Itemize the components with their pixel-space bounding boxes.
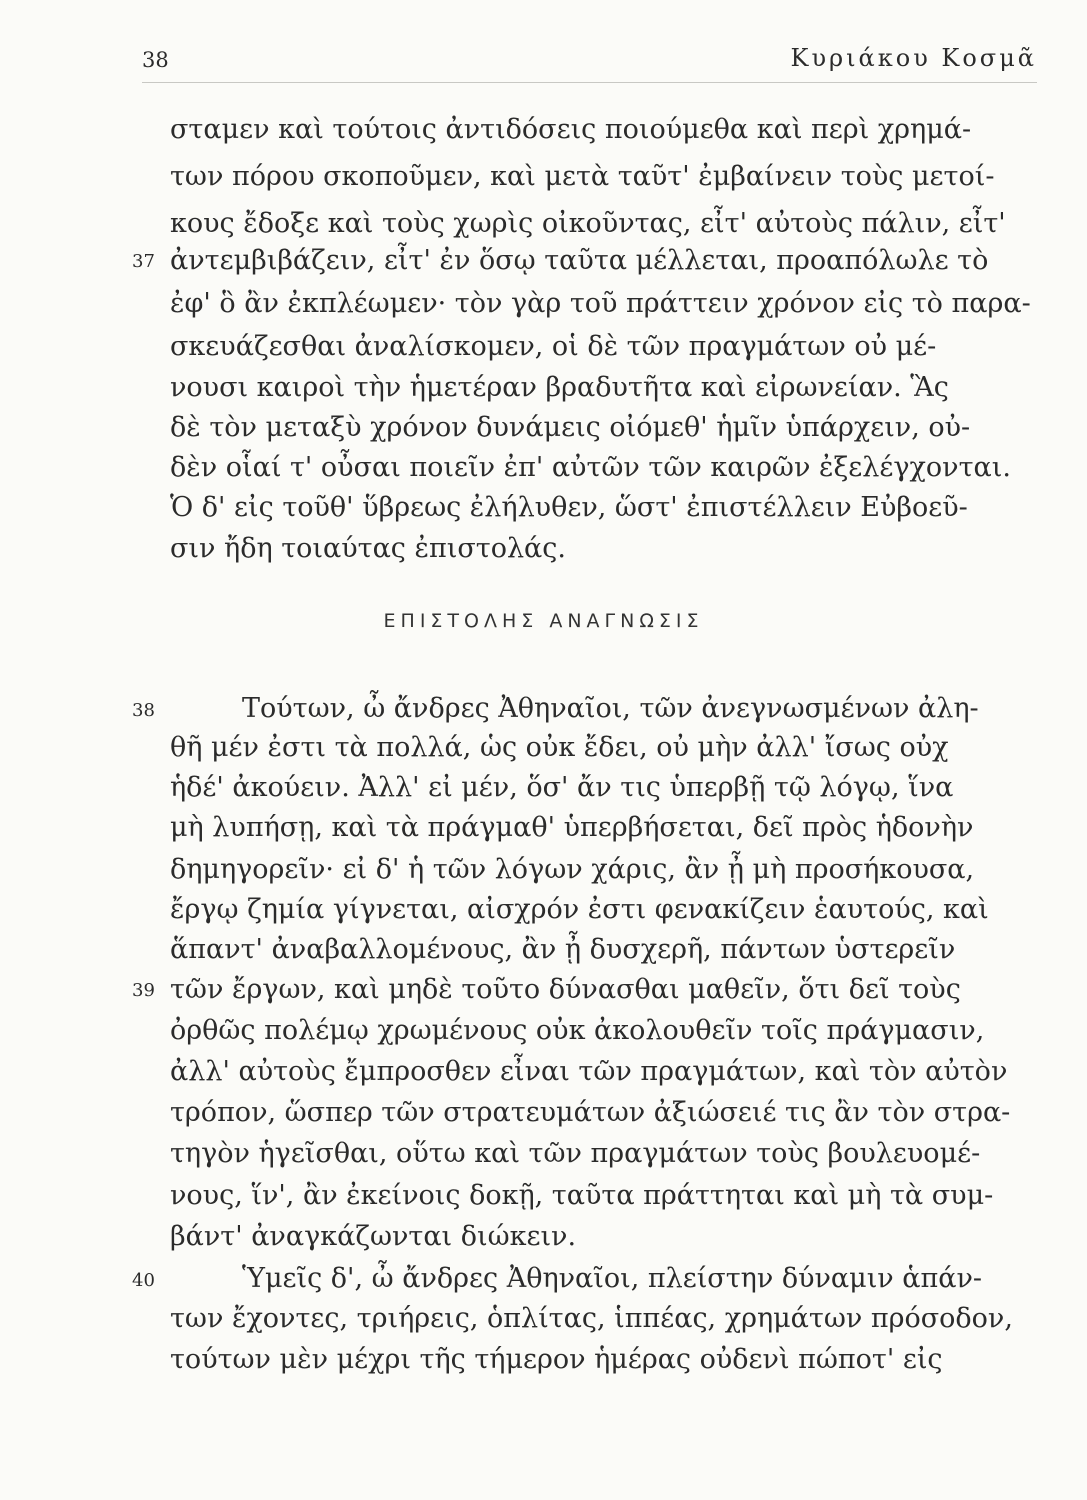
text-line: θῆ μέν ἐστι τὰ πολλά, ὡς οὐκ ἔδει, οὐ μὴν ἀλλ' ἴσως οὐχ bbox=[170, 732, 949, 763]
section-number: 38 bbox=[132, 700, 155, 721]
section-number: 40 bbox=[132, 1270, 155, 1291]
text-line: ἀλλ' αὐτοὺς ἔμπροσθεν εἶναι τῶν πραγμάτων, καὶ τὸν αὐτὸν bbox=[170, 1056, 1008, 1087]
text-line: τῶν ἔργων, καὶ μηδὲ τοῦτο δύνασθαι μαθεῖν, ὅτι δεῖ τοὺς bbox=[170, 974, 961, 1005]
header-rule bbox=[142, 82, 1037, 83]
text-line: κους ἔδοξε καὶ τοὺς χωρὶς οἰκοῦντας, εἶτ' αὐτοὺς πάλιν, εἶτ' bbox=[170, 208, 1006, 239]
text-line: Ὑμεῖς δ', ὦ ἄνδρες Ἀθηναῖοι, πλείστην δύναμιν ἁπάν- bbox=[242, 1263, 983, 1294]
text-line: ἅπαντ' ἀναβαλλομένους, ἂν ᾖ δυσχερῆ, πάντων ὑστερεῖν bbox=[170, 934, 956, 965]
text-line: βάντ' ἀναγκάζωνται διώκειν. bbox=[170, 1221, 577, 1252]
text-line: των πόρου σκοποῦμεν, καὶ μετὰ ταῦτ' ἐμβαίνειν τοὺς μετοί- bbox=[170, 161, 995, 192]
text-line: ἐφ' ὃ ἂν ἐκπλέωμεν· τὸν γὰρ τοῦ πράττειν χρόνον εἰς τὸ παρα- bbox=[170, 288, 1031, 319]
text-line: δὲ τὸν μεταξὺ χρόνον δυνάμεις οἰόμεθ' ἡμῖν ὑπάρχειν, οὐ- bbox=[170, 412, 971, 443]
text-line: νουσι καιροὶ τὴν ἡμετέραν βραδυτῆτα καὶ εἰρωνείαν. Ἃς bbox=[170, 372, 949, 403]
page-number: 38 bbox=[142, 48, 169, 72]
text-line: μὴ λυπήσῃ, καὶ τὰ πράγμαθ' ὑπερβήσεται, δεῖ πρὸς ἡδονὴν bbox=[170, 812, 974, 843]
text-line: σκευάζεσθαι ἀναλίσκομεν, οἱ δὲ τῶν πραγμάτων οὐ μέ- bbox=[170, 331, 937, 362]
text-line: νους, ἵν', ἂν ἐκείνοις δοκῇ, ταῦτα πράττηται καὶ μὴ τὰ συμ- bbox=[170, 1180, 994, 1211]
text-line: Τούτων, ὦ ἄνδρες Ἀθηναῖοι, τῶν ἀνεγνωσμένων ἀλη- bbox=[242, 693, 979, 724]
text-line: δημηγορεῖν· εἰ δ' ἡ τῶν λόγων χάρις, ἂν ᾖ μὴ προσήκουσα, bbox=[170, 854, 975, 885]
text-line: ἀντεμβιβάζειν, εἶτ' ἐν ὅσῳ ταῦτα μέλλεται, προαπόλωλε τὸ bbox=[170, 245, 989, 276]
text-line: ἔργῳ ζημία γίγνεται, αἰσχρόν ἐστι φενακίζειν ἑαυτούς, καὶ bbox=[170, 894, 989, 925]
text-line: δὲν οἷαί τ' οὖσαι ποιεῖν ἐπ' αὐτῶν τῶν καιρῶν ἐξελέγχονται. bbox=[170, 452, 1011, 483]
text-line: ὀρθῶς πολέμῳ χρωμένους οὐκ ἀκολουθεῖν τοῖς πράγμασιν, bbox=[170, 1015, 985, 1046]
text-line: Ὁ δ' εἰς τοῦθ' ὕβρεως ἐλήλυθεν, ὥστ' ἐπιστέλλειν Εὐβοεῦ- bbox=[170, 492, 968, 523]
section-number: 39 bbox=[132, 980, 155, 1001]
text-line: σταμεν καὶ τούτοις ἀντιδόσεις ποιούμεθα καὶ περὶ χρημά- bbox=[170, 114, 972, 145]
section-heading: ΕΠΙΣΤΟΛΗΣ ΑΝΑΓΝΩΣΙΣ bbox=[383, 610, 704, 632]
section-number: 37 bbox=[132, 251, 155, 272]
text-line: των ἔχοντες, τριήρεις, ὁπλίτας, ἱππέας, χρημάτων πρόσοδον, bbox=[170, 1303, 1013, 1334]
text-line: ἡδέ' ἀκούειν. Ἀλλ' εἰ μέν, ὅσ' ἄν τις ὑπερβῇ τῷ λόγῳ, ἵνα bbox=[170, 772, 954, 803]
text-line: τηγὸν ἡγεῖσθαι, οὕτω καὶ τῶν πραγμάτων τοὺς βουλευομέ- bbox=[170, 1138, 981, 1169]
text-line: σιν ἤδη τοιαύτας ἐπιστολάς. bbox=[170, 533, 566, 564]
running-title: Κυριάκου Κοσμᾶ bbox=[790, 44, 1037, 72]
text-line: τρόπον, ὥσπερ τῶν στρατευμάτων ἀξιώσειέ τις ἂν τὸν στρα- bbox=[170, 1097, 1011, 1128]
text-line: τούτων μὲν μέχρι τῆς τήμερον ἡμέρας οὐδενὶ πώποτ' εἰς bbox=[170, 1344, 943, 1375]
page-header bbox=[142, 44, 1037, 84]
